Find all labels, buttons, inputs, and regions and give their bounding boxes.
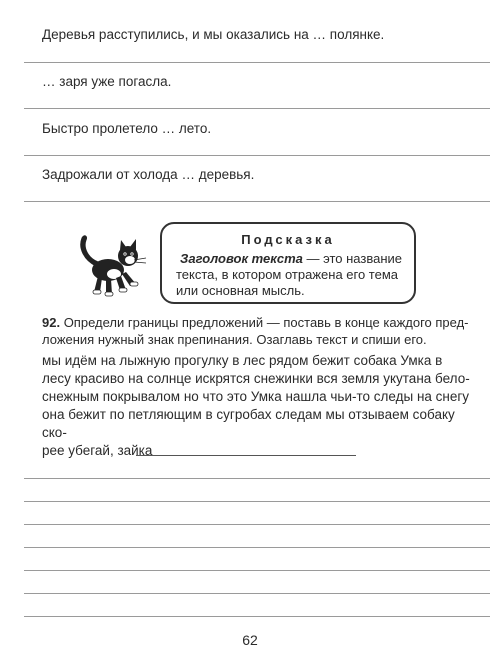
hint-line3: или основная мысль. bbox=[176, 283, 305, 298]
writing-line bbox=[24, 108, 490, 109]
writing-line bbox=[24, 593, 490, 594]
writing-line bbox=[24, 547, 490, 548]
writing-line bbox=[24, 616, 490, 617]
exercise-sentence-3: Быстро пролетело … лето. bbox=[42, 121, 212, 136]
task-text-line: рее убегай, зайка bbox=[42, 443, 153, 458]
exercise-sentence-1: Деревья расступились, и мы оказались на … полянке. bbox=[42, 27, 385, 42]
writing-line bbox=[24, 155, 490, 156]
task-text-line: снежным покрывалом но что это Умка нашла чьи-то следы на снегу bbox=[42, 389, 470, 404]
writing-line bbox=[24, 201, 490, 202]
cat-illustration bbox=[66, 226, 156, 302]
writing-line bbox=[24, 501, 490, 502]
task-text-line: мы идём на лыжную прогулку в лес рядом бежит собака Умка в bbox=[42, 353, 443, 368]
task-instruction bbox=[42, 314, 482, 348]
title-writing-line bbox=[136, 455, 356, 456]
hint-text bbox=[176, 251, 404, 299]
hint-term: Заголовок текста bbox=[180, 251, 303, 266]
page-number: 62 bbox=[242, 632, 258, 648]
hint-box bbox=[160, 222, 416, 304]
hint-title: Подсказка bbox=[241, 232, 335, 247]
exercise-sentence-4: Задрожали от холода … деревья. bbox=[42, 167, 255, 182]
writing-line bbox=[24, 570, 490, 571]
task-text-line: лесу красиво на солнце искрятся снежинки вся земля укутана бело- bbox=[42, 371, 470, 386]
task-text bbox=[42, 352, 482, 460]
exercise-sentence-2: … заря уже погасла. bbox=[42, 74, 172, 89]
writing-line bbox=[24, 524, 490, 525]
task-number: 92. bbox=[42, 315, 61, 330]
writing-line bbox=[24, 62, 490, 63]
writing-line bbox=[24, 478, 490, 479]
task-line2: ложения нужный знак препинания. Озаглавь текст и спиши его. bbox=[42, 332, 427, 347]
task-line1: Определи границы предложений — поставь в конце каждого пред- bbox=[60, 315, 469, 330]
hint-line2: текста, в котором отражена его тема bbox=[176, 267, 399, 282]
hint-line1-rest: — это название bbox=[302, 251, 402, 266]
task-text-line: она бежит по петляющим в сугробах следам мы отзываем собаку ско- bbox=[42, 407, 455, 440]
